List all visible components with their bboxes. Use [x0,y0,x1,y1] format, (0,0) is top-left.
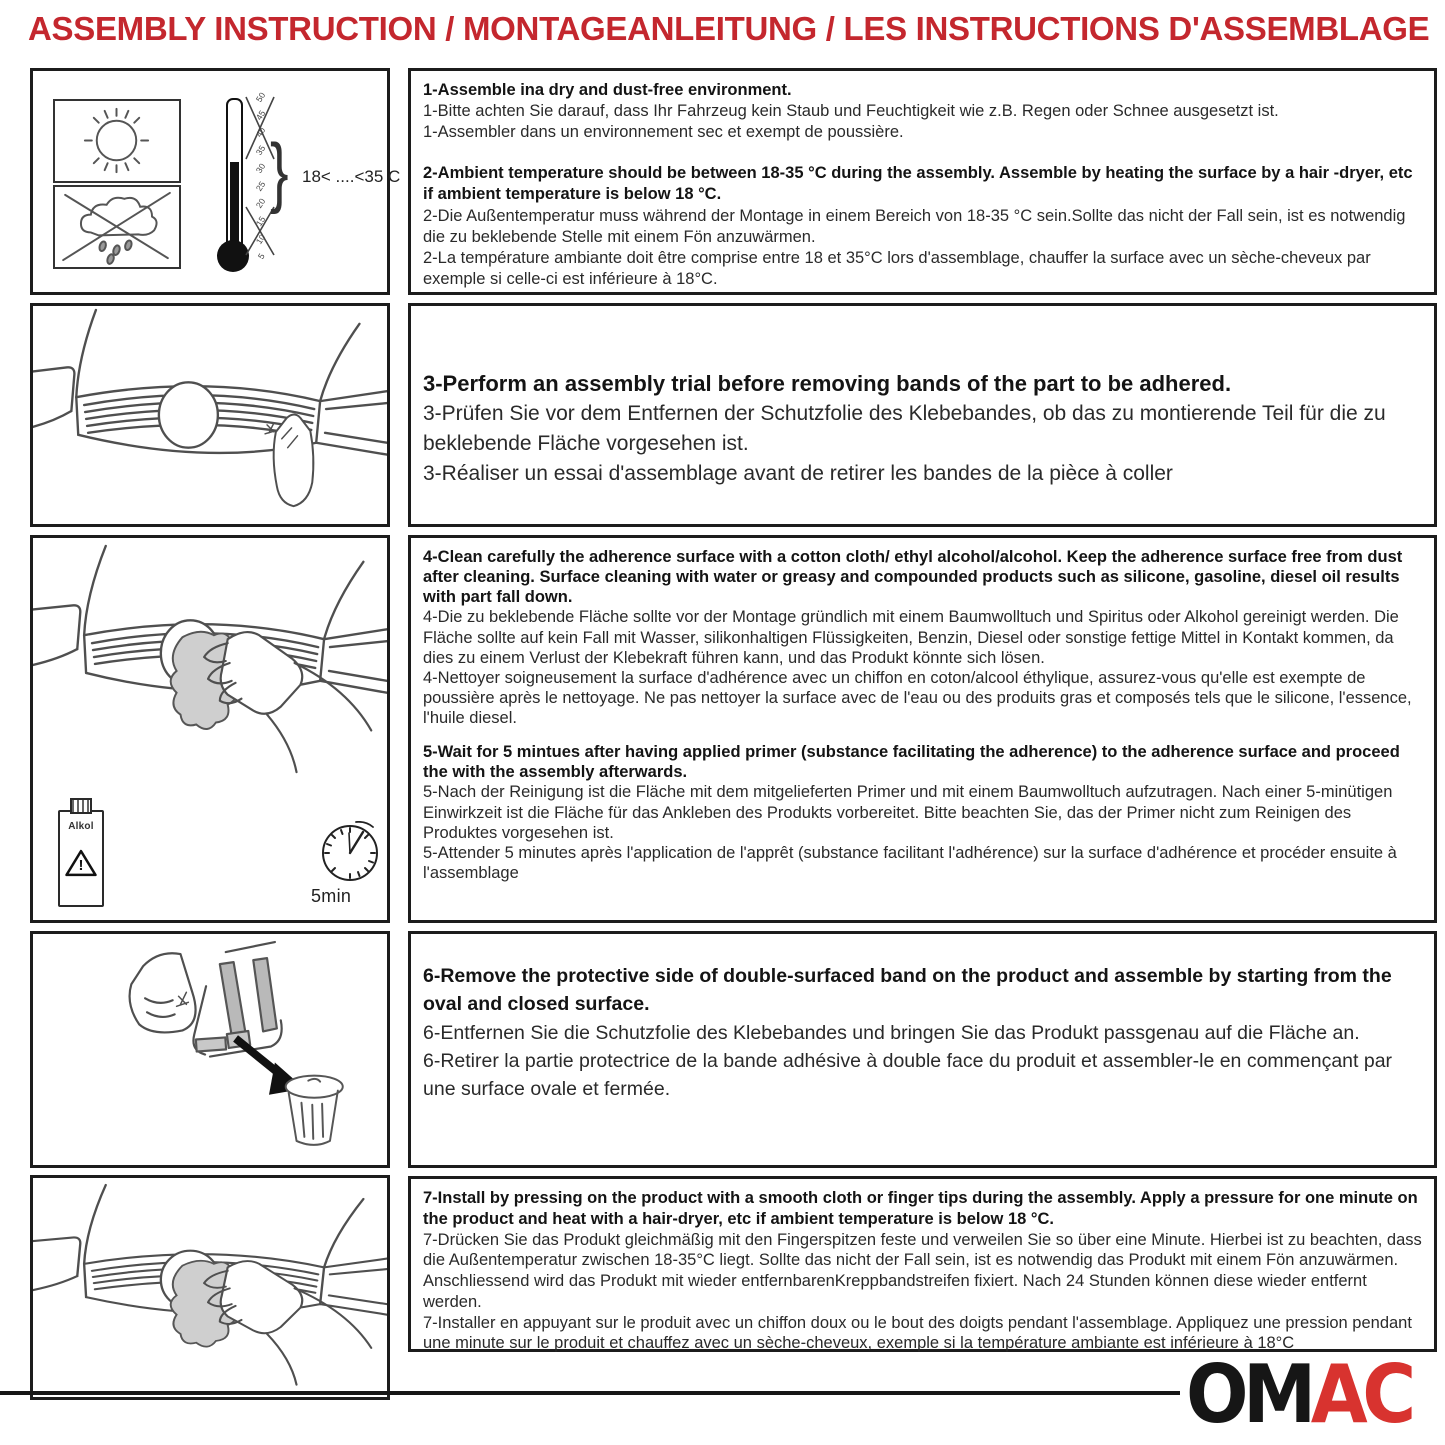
step6-text-de: 6-Entfernen Sie die Schutzfolie des Klebebandes und bringen Sie das Produkt passgenau auf die Fläche an. [423,1021,1360,1044]
car-grille-cleaning-illustration [33,538,387,786]
step4-text-en: 4-Clean carefully the adherence surface with a cotton cloth/ ethyl alcohol/alcohol. Keep the adherence surface free from dust after cleaning. Surface cleaning with water or greasy and compounded products such as silicone, gasoline, diesel oil results with part fall down. [423,548,1403,607]
sun-icon [55,101,178,180]
assembly-trial-illustration-panel [30,303,390,527]
step2-text-en: 2-Ambient temperature should be between 18-35 °C during the assembly. Assemble by heating the surface by a hair -dryer, etc if ambient temperature is below 18 °C. [423,164,1413,204]
step7-text-fr: 7-Installer en appuyant sur le produit avec un chiffon doux ou le bout des doigts pendant l'assemblage. Appliquez une pression pendant une minute sur le produit et chauffez avec un sèche-cheveux, exemple si la température ambiante est inférieure à 18°C [423,1313,1412,1353]
step1-text-en: 1-Assemble ina dry and dust-free environment. [423,81,792,99]
step-1-2-text-panel [408,68,1437,295]
step3-text-en: 3-Perform an assembly trial before removing bands of the part to be adhered. [423,371,1232,396]
step2-text-fr: 2-La température ambiante doit être comprise entre 18 et 35°C lors d'assemblage, chauffer la surface avec un sèche-cheveux par exemple si celle-ci est inférieure à 18°C. [423,248,1371,288]
omac-logo-black-letters: OM [1186,1348,1311,1441]
hand-with-cloth-icon [171,1261,372,1385]
remove-band-illustration-panel [30,931,390,1168]
step-7-text-panel [408,1176,1437,1352]
step5-text-fr: 5-Attender 5 minutes après l'application de l'apprêt (substance facilitant l'adhérence) sur la surface d'adhérence et procéder ensuite à l'assemblage [423,843,1397,882]
bottle-cap [70,798,92,814]
step5-text-en: 5-Wait for 5 mintues after having applied primer (substance facilitating the adherence) to the adherence surface and proceed the with the assembly afterwards. [423,743,1400,782]
step5-text-de: 5-Nach der Reinigung ist die Fläche mit dem mitgelieferten Primer und mit einem Baumwolltuch aufzutragen. Nach einer 5-minütigen Einwirkzeit ist die Fläche für das Ankleben des Produkts vorbereitet. Bitte beachten Sie, das der Primer nicht zum Reinigen des Produktes vorgesehen ist. [423,783,1393,842]
thermometer-mercury [230,162,239,248]
thermometer-stem [226,98,243,250]
sun-box [53,99,181,183]
step6-text-fr: 6-Retirer la partie protectrice de la bande adhésive à double face du produit et assembler-le en commençant par une surface ovale et fermée. [423,1049,1393,1101]
step-6-text-panel [408,931,1437,1168]
step4-text-fr: 4-Nettoyer soigneusement la surface d'adhérence avec un chiffon en coton/alcool éthylique, assurez-vous qu'elle est exempte de poussière après le nettoyage. Ne pas nettoyer la surface avec de l'eau ou des produits gras et composés tels que le silicone, l'essence, l'huile diesel. [423,668,1412,727]
hand-with-cloth-icon [171,632,372,772]
cleaning-illustration-panel [30,535,390,923]
press-install-illustration-panel [30,1175,390,1400]
step3-text-fr: 3-Réaliser un essai d'assemblage avant de retirer les bandes de la pièce à coller [423,461,1173,485]
paragraph-gap [423,143,1422,163]
environment-illustration-panel [30,68,401,295]
step4-text-de: 4-Die zu beklebende Fläche sollte vor der Montage gründlich mit einem Baumwolltuch und Spiritus oder Alkohol gereinigt werden. Die Fläche sollte auf kein Fall mit Wasser, silikonhaltigen Flüssigkeiten, Benzin, Diesel oder sonstige fettige Mittel in Kontakt kommen, da dies zu einem Verlust der Klebekraft führen kann, und das Produkt könnte sich lösen. [423,608,1399,667]
step1-text-de: 1-Bitte achten Sie darauf, dass Ihr Fahrzeug kein Staub und Feuchtigkeit wie z.B. Regen oder Schnee ausgesetzt ist. [423,102,1279,121]
warning-triangle-icon [64,848,98,880]
car-grille-trial-illustration [33,306,387,524]
alcohol-bottle-label: Alkol [68,821,94,832]
step6-text-en: 6-Remove the protective side of double-surfaced band on the product and assemble by starting from the oval and closed surface. [423,965,1392,1016]
trash-can-icon [286,1076,343,1145]
temperature-brace: } [270,127,289,215]
step3-text-de: 3-Prüfen Sie vor dem Entfernen der Schutzfolie des Klebebandes, ob das zu montierende Teil für die zu beklebende Fläche vorgesehen ist. [423,402,1386,456]
car-grille-pressing-illustration [33,1178,387,1397]
footer-rule [0,1391,1180,1395]
paragraph-gap [423,728,1422,742]
omac-logo-red-letters: AC [1310,1348,1411,1441]
no-rain-box [53,185,181,269]
step1-text-fr: 1-Assembler dans un environnement sec et exempt de poussière. [423,123,904,142]
thermometer-scale: 50 45 40 35 30 25 20 15 10 5 [254,90,268,262]
omac-logo [1186,1348,1411,1441]
thermometer-illustration [208,90,423,293]
warning-exclamation: ! [78,857,84,874]
hand-icon [265,415,313,507]
page-title: ASSEMBLY INSTRUCTION / MONTAGEANLEITUNG / LES INSTRUCTIONS D'ASSEMBLAGE [28,10,1430,47]
alcohol-bottle-icon [58,810,104,907]
step2-text-de: 2-Die Außentemperatur muss während der Montage in einem Bereich von 18-35 °C sein.Sollte das nicht der Fall sein, ist es notwendig die zu beklebende Stelle mit einem Fön anzuwärmen. [423,206,1406,246]
clock-duration-label: 5min [311,886,352,906]
step-3-text-panel [408,303,1437,527]
step-4-5-text-panel [408,535,1437,923]
step7-text-en: 7-Install by pressing on the product with a smooth cloth or finger tips during the assembly. Apply a pressure for one minute on the product and heat with a hair-dryer, etc if ambient temperature is below 18 °C. [423,1189,1418,1228]
temperature-range-label: 18< ....<35 C [302,167,401,186]
peel-band-trash-illustration [33,934,387,1165]
no-rain-icon [55,187,178,266]
step7-text-de: 7-Drücken Sie das Produkt gleichmäßig mit den Fingerspitzen feste und verweilen Sie so über eine Minute. Hierbei ist zu beachten, dass die Außentemperatur zwischen 18-35°C liegt. Sollte das nicht der Fall sein, ist es notwendig das Produkt mit einem Fön anzuwärmen. Anschliessend wird das Produkt mit wieder entfernbarenKreppbandstreifen fixiert. Nach 24 Stunden können diese wieder entfernt werden. [423,1230,1422,1311]
clock-icon [318,821,382,885]
